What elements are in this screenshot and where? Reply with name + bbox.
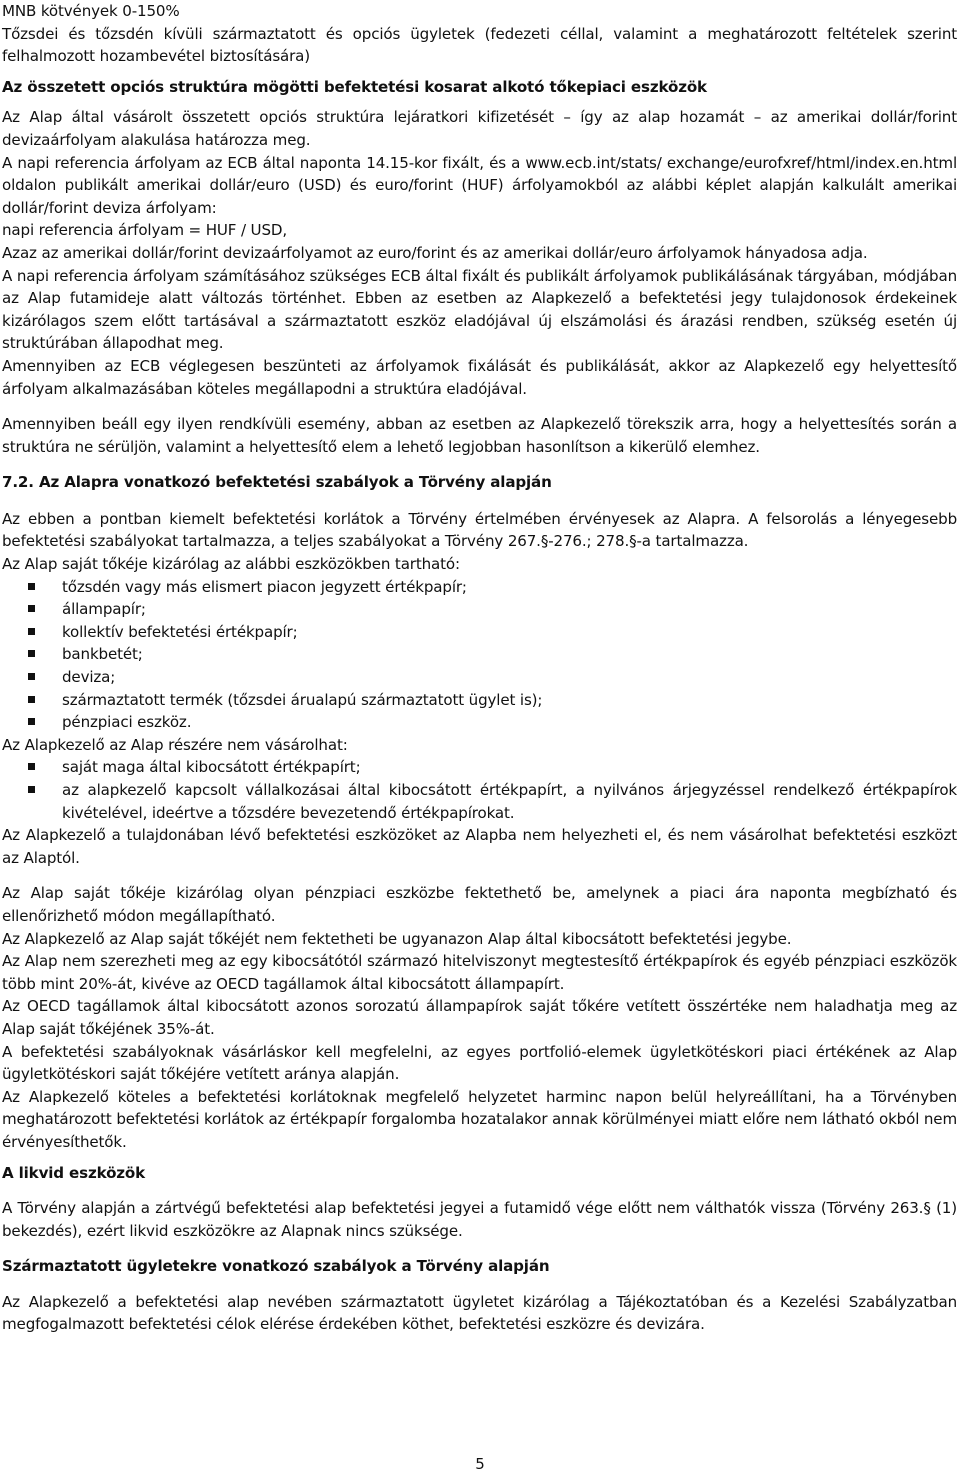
paragraph: Az Alapkezelő köteles a befektetési korlátoknak megfelelő helyzetet harminc napon belül helyreállítani, ha a Törvényben meghatározott befektetési korlátok az értékpapír forgalomba hozatalakor annak körülményei miatt előre nem látható okból nem érvényesíthetők. xyxy=(2,1087,957,1151)
paragraph: A befektetési szabályoknak vásárláskor kell megfelelni, az egyes portfolió-elemek ügyletkötéskori piaci értékének az Alap ügyletkötéskori saját tőkéjére vetített aránya alapján. xyxy=(2,1042,957,1084)
list-item xyxy=(2,711,957,734)
paragraph: A napi referencia árfolyam számításához szükséges ECB által fixált és publikált árfolyamok publikálásának tárgyában, módjában az Alap futamideje alatt változás történhet. Ebben az esetben az Alapkezelő a befektetési jegy tulajdonosok érdekeinek kizárólagos szem előtt tartásával a származtatott eszköz eladójával új elszámolási és árazási rendben, szükség esetén új struktúrában állapodhat meg. xyxy=(2,266,957,353)
paragraph: Amennyiben beáll egy ilyen rendkívüli esemény, abban az esetben az Alapkezelő törekszik arra, hogy a helyettesítés során a struktúra ne sérüljön, valamint a helyettesítő elem a lehető legjobban hasonlítson a kikerülő elemhez. xyxy=(2,415,957,456)
list-item xyxy=(2,643,957,666)
list-item xyxy=(2,756,957,779)
paragraph: Az Alap által vásárolt összetett opciós struktúra lejáratkori kifizetését – így az alap hozamát – az amerikai dollár/forint devizaárfolyam alakulása határozza meg. xyxy=(2,108,957,149)
section-heading-7-2: 7.2. Az Alapra vonatkozó befektetési szabályok a Törvény alapján xyxy=(2,473,552,492)
list-item-text: bankbetét; xyxy=(62,645,143,664)
asset-class-title: MNB kötvények 0-150% xyxy=(2,2,180,20)
square-bullet-icon xyxy=(28,718,35,725)
list-item xyxy=(2,779,957,824)
paragraph: Az Alapkezelő a befektetési alap nevében származtatott ügyletet kizárólag a Tájékoztatóban és a Kezelési Szabályzatban megfogalmazott befektetési célok elérése érdekében köthet, befektetési eszközre és devizára. xyxy=(2,1292,957,1334)
section-heading-liquid-assets: A likvid eszközök xyxy=(2,1163,146,1182)
formula-line: napi referencia árfolyam = HUF / USD, xyxy=(2,221,287,240)
list-item xyxy=(2,689,957,712)
square-bullet-icon xyxy=(28,696,35,703)
list-item-text: tőzsdén vagy más elismert piacon jegyzett értékpapír; xyxy=(62,577,467,596)
square-bullet-icon xyxy=(28,786,35,793)
section-heading-derivatives: Származtatott ügyletekre vonatkozó szabályok a Törvény alapján xyxy=(2,1257,550,1276)
list-item xyxy=(2,666,957,689)
list-item-text: deviza; xyxy=(62,668,116,687)
paragraph: Amennyiben az ECB véglegesen beszünteti az árfolyamok fixálását és publikálását, akkor az Alapkezelő egy helyettesítő árfolyam alkalmazásában köteles megállapodni a struktúra eladójával. xyxy=(2,356,957,398)
paragraph: Az Alap nem szerezheti meg az egy kibocsátótól származó hitelviszonyt megtestesítő értékpapírok és egyéb pénzpiaci eszközök több mint 20%-át, kivéve az OECD tagállamok által kibocsátott állampapírt. xyxy=(2,952,957,993)
paragraph: Az Alapkezelő az Alap saját tőkéjét nem fektetheti be ugyanazon Alap által kibocsátott befektetési jegybe. xyxy=(2,929,792,948)
square-bullet-icon xyxy=(28,605,35,612)
list-item-text: pénzpiaci eszköz. xyxy=(62,713,192,732)
list-item xyxy=(2,598,957,621)
list-item-text: állampapír; xyxy=(62,600,146,619)
derivatives-note: Tőzsdei és tőzsdén kívüli származtatott és opciós ügyletek (fedezeti céllal, valamint a meghatározott feltételek szerint felhalmozott hozambevétel biztosítására) xyxy=(2,24,957,66)
list-item xyxy=(2,621,957,644)
allowed-assets-list xyxy=(2,576,957,734)
list-intro: Az Alap saját tőkéje kizárólag az alábbi eszközökben tartható: xyxy=(2,555,460,574)
square-bullet-icon xyxy=(28,650,35,657)
list-item-text: származtatott termék (tőzsdei árualapú származtatott ügylet is); xyxy=(62,690,543,709)
square-bullet-icon xyxy=(28,583,35,590)
paragraph: Az Alap saját tőkéje kizárólag olyan pénzpiaci eszközbe fektethető be, amelynek a piaci ára naponta megbízható és ellenőrizhető módon megállapítható. xyxy=(2,884,957,925)
square-bullet-icon xyxy=(28,763,35,770)
list-item xyxy=(2,576,957,599)
paragraph: Azaz az amerikai dollár/forint devizaárfolyamot az euro/forint és az amerikai dollár/euro árfolyamok hányadosa adja. xyxy=(2,243,868,262)
square-bullet-icon xyxy=(28,628,35,635)
paragraph: Az OECD tagállamok által kibocsátott azonos sorozatú állampapírok saját tőkére vetített összértéke nem haladhatja meg az Alap saját tőkéjének 35%-át. xyxy=(2,997,957,1038)
square-bullet-icon xyxy=(28,673,35,680)
document-page xyxy=(2,0,957,1336)
list-item-text: kollektív befektetési értékpapír; xyxy=(62,622,298,641)
paragraph: A Törvény alapján a zártvégű befektetési alap befektetési jegyei a futamidő vége előtt nem válthatók vissza (Törvény 263.§ (1) bekezdés), ezért likvid eszközökre az Alapnak nincs szüksége. xyxy=(2,1199,957,1240)
paragraph: Az Alapkezelő a tulajdonában lévő befektetési eszközöket az Alapba nem helyezheti el, és nem vásárolhat befektetési eszközt az Alaptól. xyxy=(2,826,957,867)
page-number: 5 xyxy=(475,1455,485,1473)
section-heading-assets: Az összetett opciós struktúra mögötti befektetési kosarat alkotó tőkepiaci eszközök xyxy=(2,77,707,96)
forbidden-purchases-list xyxy=(2,756,957,824)
list-intro: Az Alapkezelő az Alap részére nem vásárolhat: xyxy=(2,735,348,754)
paragraph: A napi referencia árfolyam az ECB által naponta 14.15-kor fixált, és a www.ecb.int/stats/ exchange/eurofxref/html/index.en.html oldalon publikált amerikai dollár/euro (USD) és euro/forint (HUF) árfolyamokból az alábbi képlet alapján kalkulált amerikai dollár/forint deviza árfolyam: xyxy=(2,153,957,217)
list-item-text: saját maga által kibocsátott értékpapírt; xyxy=(62,758,361,777)
paragraph: Az ebben a pontban kiemelt befektetési korlátok a Törvény értelmében érvényesek az Alapra. A felsorolás a lényegesebb befektetési szabályokat tartalmazza, a teljes szabályokat a Törvény 267.§-276.; 278.§-a tartalmazza. xyxy=(2,509,957,551)
list-item-text: az alapkezelő kapcsolt vállalkozásai által kibocsátott értékpapírt, a nyilvános árjegyzéssel rendelkező értékpapírok kivételével, ideértve a tőzsdére bevezetendő értékpapírokat. xyxy=(62,781,957,822)
